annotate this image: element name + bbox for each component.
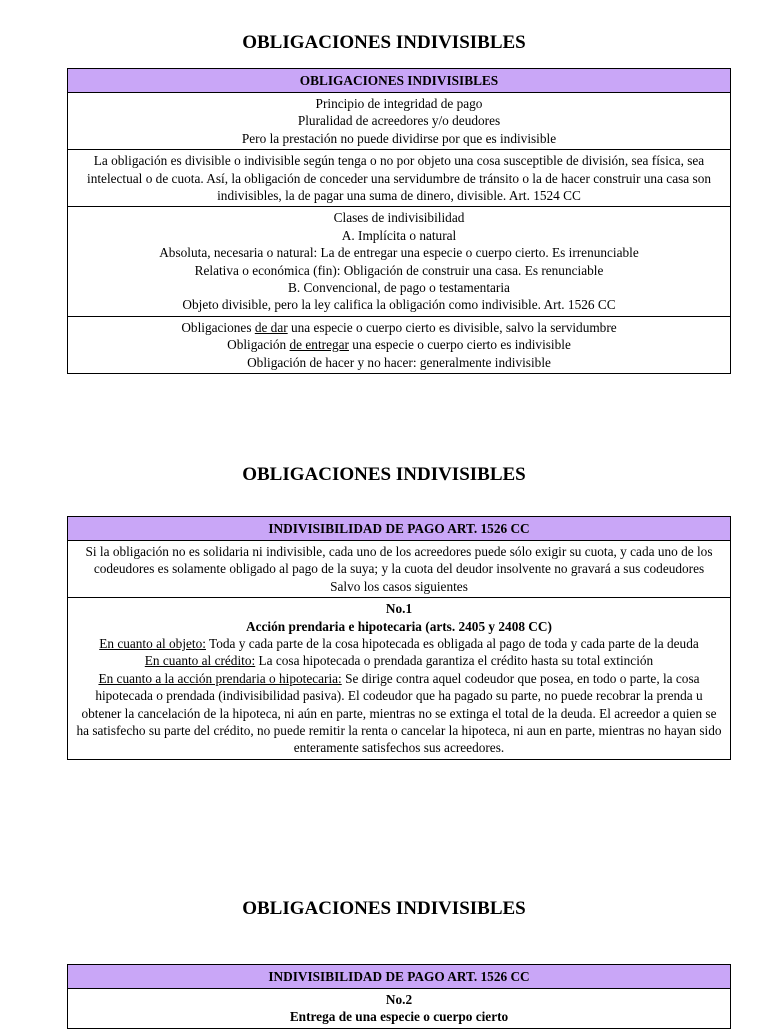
section-title: OBLIGACIONES INDIVISIBLES [242,898,526,919]
table-cell [68,207,731,316]
case-number: No.1 [385,601,413,617]
paragraph: En cuanto a la acción prendaria o hipotecaria: Se dirige contra aquel codeudor que posea, en todo o parte, la cosa hipotecada o prendada (indivisibilidad pasiva). El codeudor que ha pagado su parte, no puede recobrar la prenda u obtener la cancelación de la hipoteca, ni aún en parte, mientras no se extinga el total de la deuda. El acreedor a quien se ha satisfecho su parte del crédito, no puede remitir la renta o cancelar la hipoteca, ni aun en parte, mientras no hayan sido enteramente satisfechos sus acreedores. [76,670,722,756]
text-line: Pero la prestación no puede dividirse por que es indivisible [241,130,557,146]
table-cell [68,541,731,598]
table-cell [68,989,731,1029]
table-header: INDIVISIBILIDAD DE PAGO ART. 1526 CC [68,965,731,989]
payment-indivisibility-table [67,516,731,760]
text-line: Clases de indivisibilidad [333,210,465,226]
summary-table [67,68,731,374]
paragraph: La obligación es divisible o indivisible según tenga o no por objeto una cosa susceptible de división, sea física, sea intelectual o de cuota. Así, la obligación de conceder una servidumbre de tránsito o la de hacer construir una casa son indivisibles, la de pagar una suma de dinero, divisible. Art. 1524 CC [87,153,711,204]
paragraph: En cuanto al objeto: Toda y cada parte de la cosa hipotecada es obligada al pago de toda y cada parte de la deuda [99,636,699,652]
table-header: OBLIGACIONES INDIVISIBLES [68,69,731,93]
case-subtitle: Entrega de una especie o cuerpo cierto [289,1009,509,1025]
text-line: Obligación de entregar una especie o cuerpo cierto es indivisible [227,337,571,353]
text-line: Absoluta, necesaria o natural: La de entregar una especie o cuerpo cierto. Es irrenunciable [159,245,639,261]
payment-indivisibility-table-2 [67,964,731,1029]
text-line: Principio de integridad de pago [315,96,483,111]
text-line: Obligación de hacer y no hacer: generalmente indivisible [247,354,551,370]
paragraph: Si la obligación no es solidaria ni indivisible, cada uno de los acreedores puede sólo exigir su cuota, y cada uno de los codeudores es solamente obligado al pago de la suya; y la cuota del deudor insolvente no gravará a sus codeudores [85,544,713,577]
table-cell [68,316,731,373]
section-title: OBLIGACIONES INDIVISIBLES [242,32,526,53]
table-cell [68,93,731,150]
text-line: Pluralidad de acreedores y/o deudores [297,113,501,129]
table-header: INDIVISIBILIDAD DE PAGO ART. 1526 CC [68,517,731,541]
text-line: Relativa o económica (fin): Obligación de construir una casa. Es renunciable [194,262,604,278]
text-line: Objeto divisible, pero la ley califica la obligación como indivisible. Art. 1526 CC [182,297,616,313]
case-subtitle: Acción prendaria e hipotecaria (arts. 2405 y 2408 CC) [246,618,552,634]
text-line: Obligaciones de dar una especie o cuerpo cierto es divisible, salvo la servidumbre [181,319,617,335]
case-number: No.2 [385,992,413,1007]
section-title: OBLIGACIONES INDIVISIBLES [242,464,526,485]
table-cell [68,150,731,207]
text-line: A. Implícita o natural [341,227,457,243]
text-line: Salvo los casos siguientes [330,578,468,594]
paragraph: En cuanto al crédito: La cosa hipotecada o prendada garantiza el crédito hasta su total extinción [144,653,654,669]
text-line: B. Convencional, de pago o testamentaria [288,280,510,296]
table-cell [68,598,731,760]
